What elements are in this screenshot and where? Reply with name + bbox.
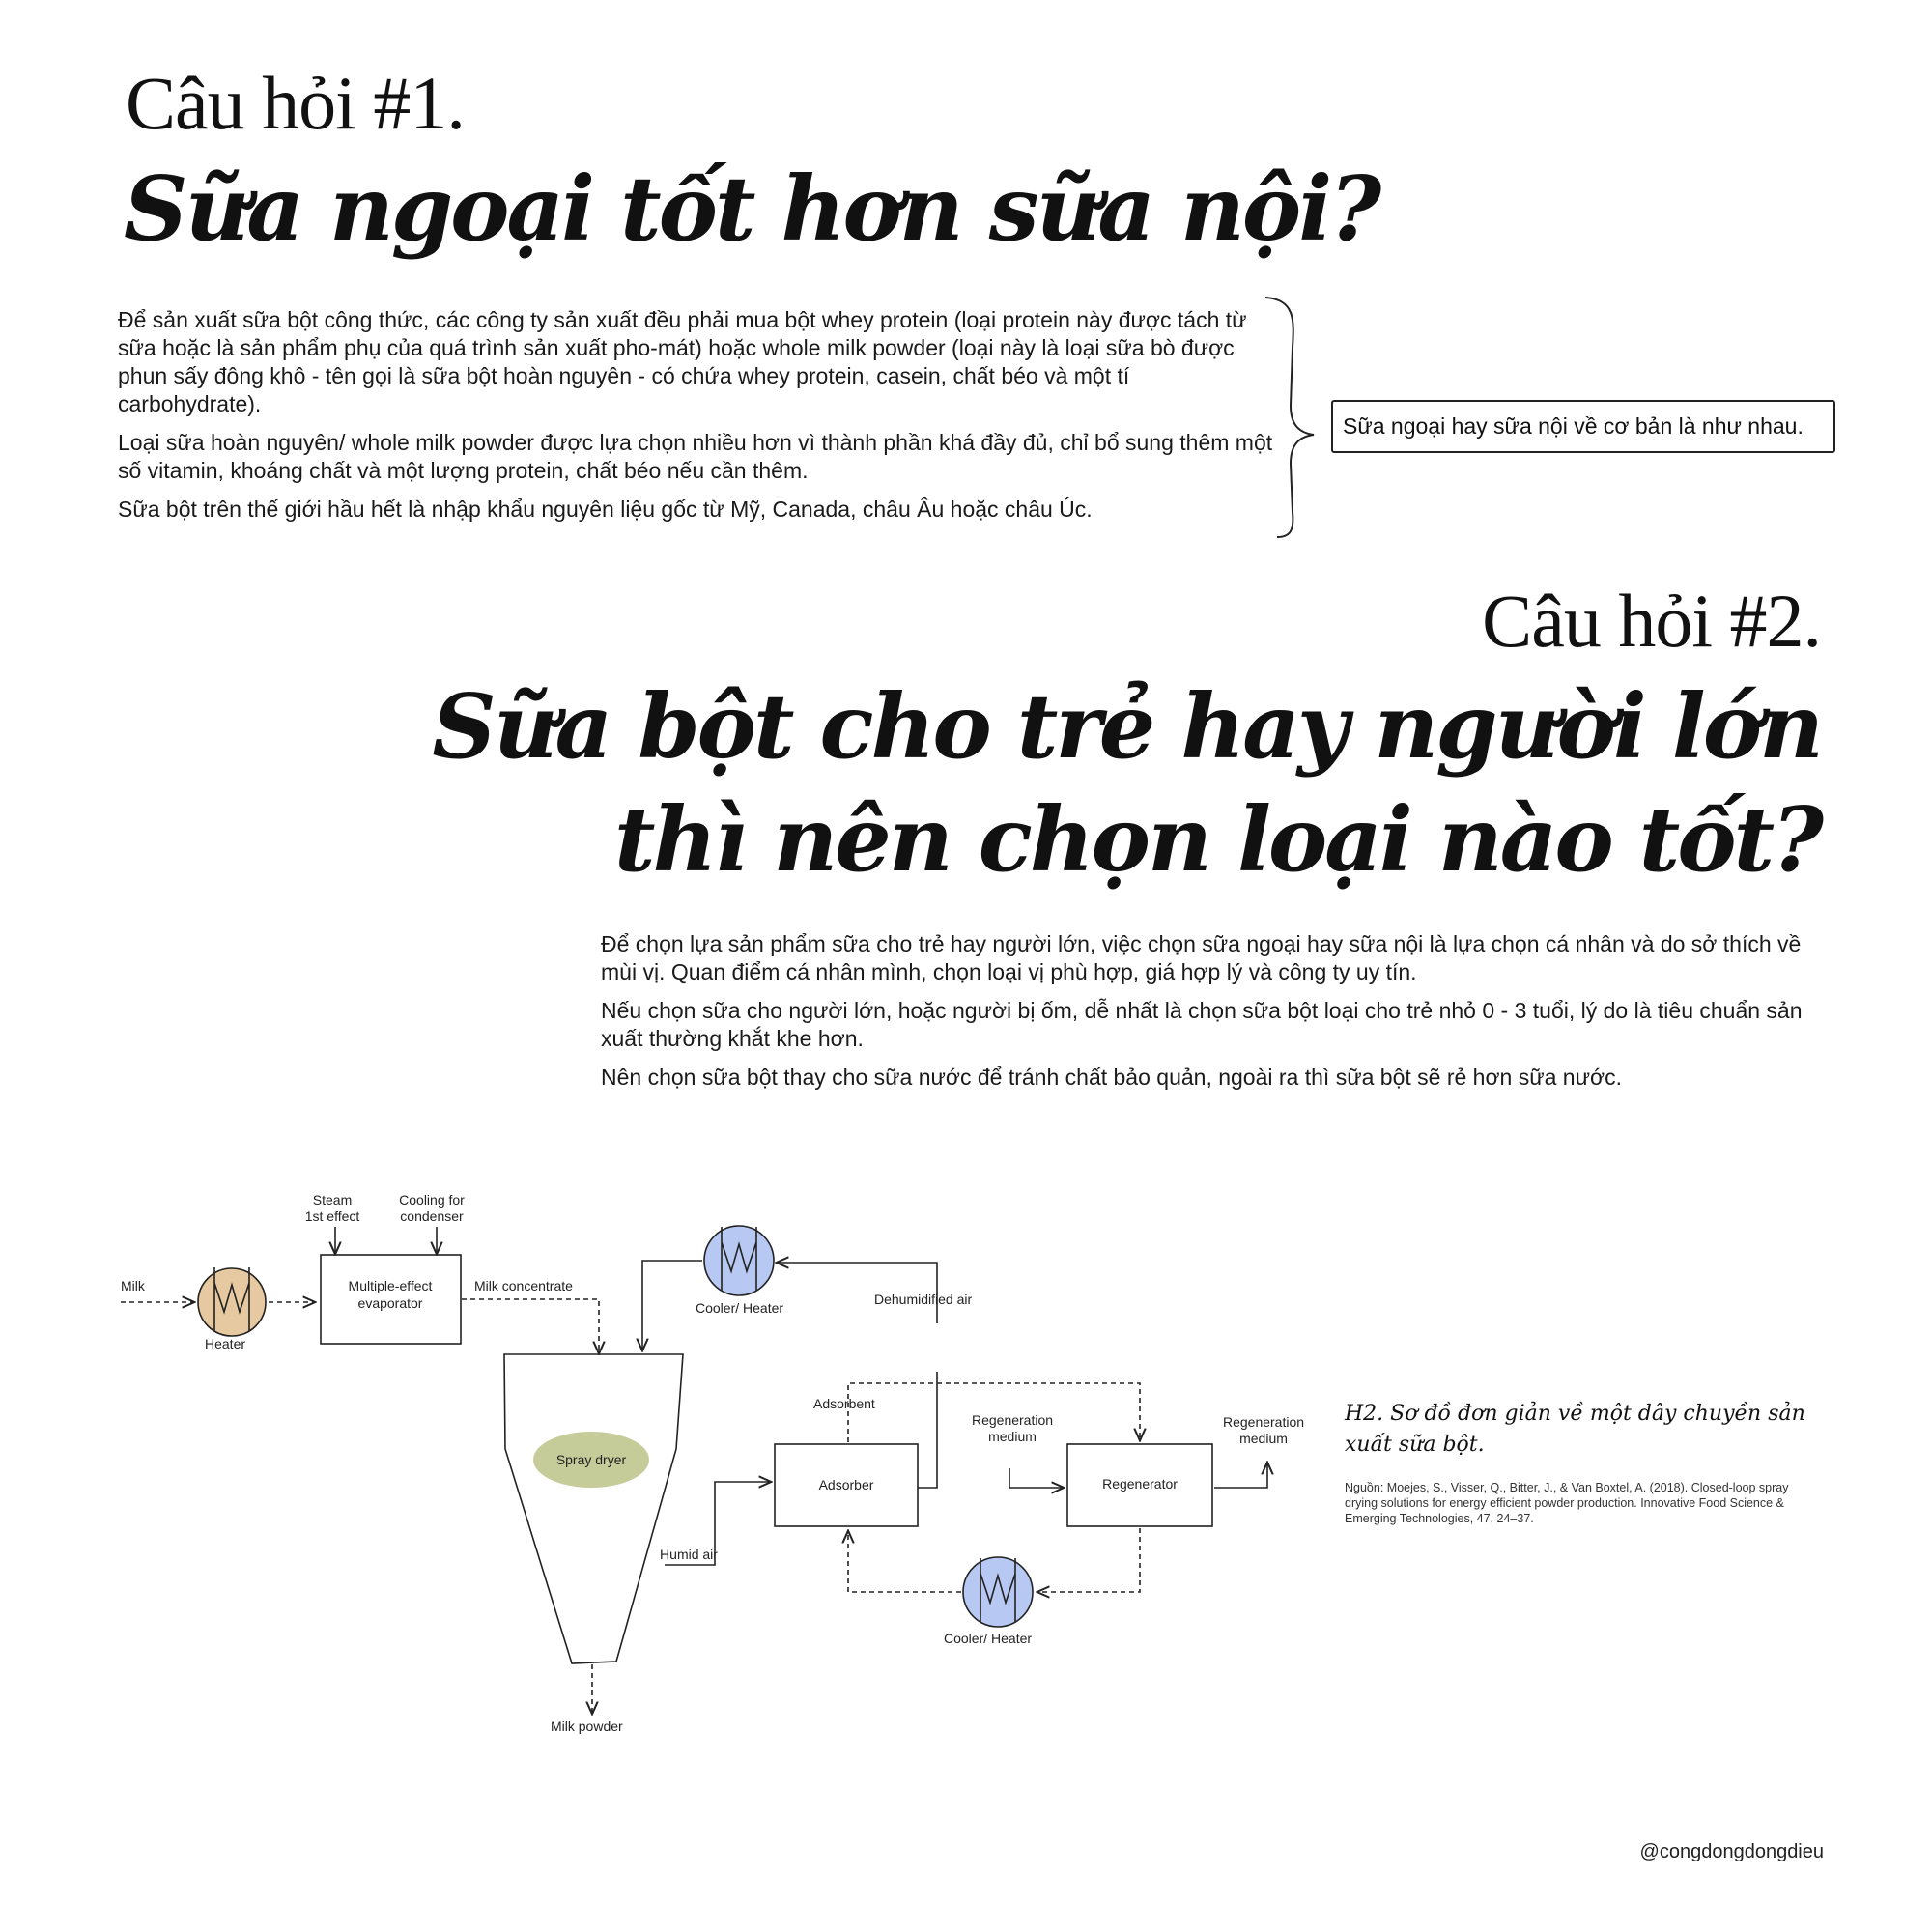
figure-source: Nguồn: Moejes, S., Visser, Q., Bitter, J., & Van Boxtel, A. (2018). Closed-loop spray drying solutions for energy efficient powder production. Innovative Food Science & Emerging Technologies, 47, 24–37. [1345, 1481, 1789, 1525]
regen-out-label-1: Regeneration [1222, 1414, 1305, 1430]
q2-paragraph-1: Để chọn lựa sản phẩm sữa cho trẻ hay người lớn, việc chọn sữa ngoại hay sữa nội là lựa chọn cá nhân và do sở thích về mùi vị. Quan điểm cá nhân mình, chọn loại vị phù hợp, giá hợp lý và công ty uy tín. [601, 931, 1802, 984]
cooler-top-circle [704, 1226, 774, 1295]
cooler-top-label: Cooler/ Heater [696, 1300, 784, 1316]
milk-label: Milk [121, 1278, 145, 1293]
milk-powder-label: Milk powder [551, 1719, 623, 1734]
steam-label-1: Steam [312, 1192, 353, 1208]
spray-dryer-vessel [504, 1354, 683, 1663]
cooling-label-2: condenser [400, 1208, 464, 1224]
concentrate-arrow [462, 1299, 599, 1352]
evaporator-label-2: evaporator [357, 1295, 423, 1311]
adsorbent-loop-left [848, 1532, 961, 1592]
spray-dryer-label: Spray dryer [555, 1452, 627, 1467]
q1-callout: Sữa ngoại hay sữa nội về cơ bản là như nhau. [1331, 400, 1835, 453]
milk-concentrate-label: Milk concentrate [474, 1278, 573, 1293]
evaporator-label-1: Multiple-effect [348, 1278, 433, 1293]
heater-label: Heater [205, 1336, 246, 1351]
q1-label: Câu hỏi #1. [126, 61, 465, 145]
figure-caption: H2. Sơ đồ đơn giản về một dây chuyền sản xuất sữa bột. [1345, 1402, 1805, 1457]
humid-air-label: Humid air [660, 1547, 718, 1562]
q1-paragraph-1: Để sản xuất sữa bột công thức, các công ty sản xuất đều phải mua bột whey protein (loại protein này được tách từ sữa hoặc là sản phẩm phụ của quá trình sản xuất pho-mát) hoặc whole milk powder (loại này là loại sữa bò được phun sấy đông khô - tên gọi là sữa bột hoàn nguyên - có chứa whey protein, casein, chất béo và một tí carbohydrate). [118, 307, 1247, 416]
dehumidified-air-label: Dehumidified air [874, 1292, 973, 1307]
regen-out-label-2: medium [1239, 1431, 1288, 1446]
cooler-bottom-label: Cooler/ Heater [944, 1631, 1033, 1646]
q2-paragraph-3: Nên chọn sữa bột thay cho sữa nước để tránh chất bảo quản, ngoài ra thì sữa bột sẽ rẻ hơn sữa nước. [601, 1065, 1622, 1090]
cooler-to-dryer-arrow [642, 1261, 702, 1350]
cooling-label-1: Cooling for [399, 1192, 465, 1208]
regen-in-label-2: medium [988, 1429, 1037, 1444]
q1-paragraph-2: Loại sữa hoàn nguyên/ whole milk powder được lựa chọn nhiều hơn vì thành phần khá đầy đủ, chỉ bổ sung thêm một số vitamin, khoáng chất và một lượng protein, chất béo nếu cần thêm. [118, 430, 1273, 483]
cooler-bottom-circle [963, 1557, 1033, 1627]
dehumidified-return-line [918, 1372, 937, 1488]
q2-title-line-2: thì nên chọn loại nào tốt? [614, 787, 1821, 892]
q2-title-line-1: Sữa bột cho trẻ hay người lớn [432, 674, 1821, 779]
regen-medium-out-arrow [1214, 1463, 1267, 1488]
adsorbent-loop-right [1038, 1528, 1140, 1592]
adsorbent-label: Adsorbent [813, 1396, 875, 1411]
q2-label: Câu hỏi #2. [1482, 579, 1821, 663]
author-handle: @congdongdongdieu [1639, 1841, 1824, 1862]
adsorber-label: Adsorber [818, 1477, 874, 1492]
q1-title: Sữa ngoại tốt hơn sữa nội? [124, 156, 1379, 261]
regen-in-label-1: Regeneration [971, 1412, 1054, 1428]
q2-paragraph-2: Nếu chọn sữa cho người lớn, hoặc người bị ốm, dễ nhất là chọn sữa bột loại cho trẻ nhỏ 0 - 3 tuổi, lý do là tiêu chuẩn sản xuất thường khắt khe hơn. [601, 998, 1803, 1051]
q1-paragraph-3: Sữa bột trên thế giới hầu hết là nhập khẩu nguyên liệu gốc từ Mỹ, Canada, châu Âu hoặc châu Úc. [118, 497, 1093, 522]
steam-label-2: 1st effect [304, 1208, 360, 1224]
heater-circle [198, 1268, 266, 1336]
regenerator-label: Regenerator [1102, 1476, 1178, 1492]
regen-medium-in-arrow [1009, 1468, 1063, 1488]
